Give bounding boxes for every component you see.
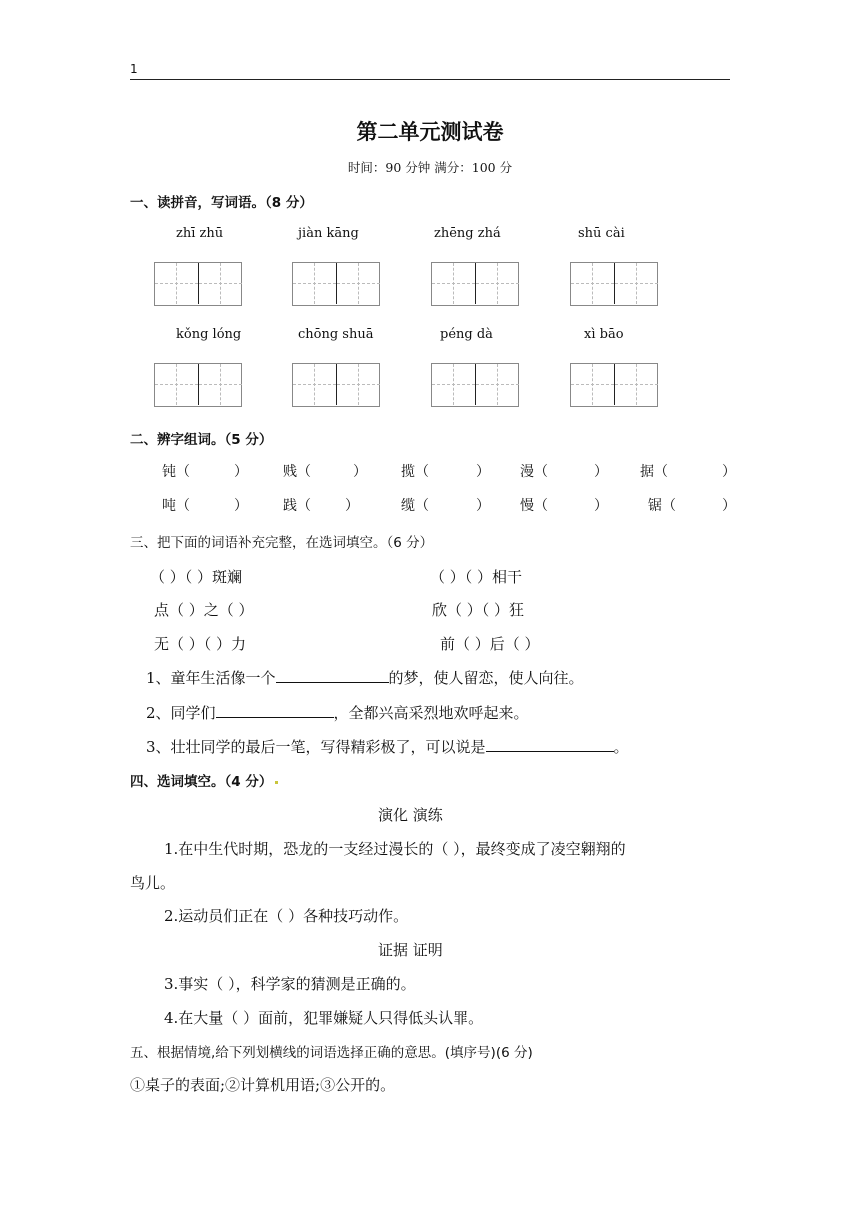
char-item: 漫（ [520,464,548,480]
char-item: ） [234,498,248,514]
char-item: 贱（ [283,464,311,480]
idiom-fill: 欣（ ）（ ）狂 [432,601,525,619]
idiom-fill: （ ）（ ）相干 [430,568,523,586]
exam-info: 时间：90 分钟 满分：100 分 [347,160,513,175]
char-item: ） [476,464,490,480]
fill-sentence-2: 2、同学们 ，全都兴高采烈地欢呼起来。 [146,704,529,722]
char-item: ） [594,498,608,514]
section-3-heading: 三、把下面的词语补充完整，在选词填空。（6 分） [130,535,434,551]
section-5-heading: 五、根据情境,给下列划横线的词语选择正确的意思。(填序号)(6 分) [130,1045,533,1061]
question-4: 4.在大量（ ）面前，犯罪嫌疑人只得低头认罪。 [164,1009,484,1027]
idiom-fill: （ ）（ ）斑斓 [150,568,243,586]
writing-box[interactable] [431,262,519,306]
answer-blank[interactable] [486,737,614,752]
writing-box[interactable] [154,363,242,407]
char-item: 钝（ [162,464,190,480]
char-item: 吨（ [162,498,190,514]
char-item: 据（ [640,464,668,480]
char-item: 锯（ [648,498,676,514]
fill-sentence-1: 1、童年生活像一个 的梦，使人留恋，使人向往。 [146,669,584,687]
page-number: 1 [130,62,138,76]
pinyin-label: jiàn kāng [298,226,359,241]
writing-box[interactable] [154,262,242,306]
pinyin-label: péng dà [440,327,493,342]
char-item: 践（ [283,498,311,514]
char-item: ） [476,498,490,514]
char-item: ） [345,498,359,514]
char-item: ） [722,498,736,514]
question-1: 1.在中生代时期，恐龙的一支经过漫长的（ ），最终变成了凌空翱翔的 [164,840,626,858]
question-2: 2.运动员们正在（ ）各种技巧动作。 [164,907,409,925]
section-2-heading: 二、辨字组词。（5 分） [130,432,273,448]
char-item: ） [353,464,367,480]
writing-box[interactable] [292,363,380,407]
pinyin-label: kǒng lóng [176,327,242,342]
writing-box[interactable] [292,262,380,306]
question-3: 3.事实（ ），科学家的猜测是正确的。 [164,975,416,993]
pinyin-label: zhēng zhá [434,226,501,241]
fill-sentence-3: 3、壮壮同学的最后一笔，写得精彩极了，可以说是 。 [146,738,629,756]
char-item: 慢（ [520,498,548,514]
idiom-fill: 前（ ）后（ ） [440,635,540,653]
section-4-heading: 四、选词填空。（4 分） [130,770,278,790]
word-choices: 演化 演练 [378,806,443,824]
answer-blank[interactable] [216,703,334,718]
char-item: 缆（ [401,498,429,514]
header-rule [130,79,730,80]
question-1-cont: 鸟儿。 [130,874,176,892]
marker-dot [275,781,278,784]
pinyin-label: zhī zhū [176,226,224,241]
idiom-fill: 无（ ）（ ）力 [154,635,247,653]
section-1-heading: 一、读拼音，写词语。（8 分） [130,195,313,211]
writing-box[interactable] [431,363,519,407]
pinyin-label: xì bāo [584,327,624,342]
char-item: ） [722,464,736,480]
pinyin-label: shū cài [578,226,625,241]
char-item: 揽（ [401,464,429,480]
writing-box[interactable] [570,363,658,407]
writing-box[interactable] [570,262,658,306]
word-choices: 证据 证明 [378,941,443,959]
page-title: 第二单元测试卷 [356,120,504,144]
char-item: ） [234,464,248,480]
char-item: ） [594,464,608,480]
pinyin-label: chōng shuā [298,327,374,342]
idiom-fill: 点（ ）之（ ） [154,601,254,619]
meaning-options: ①桌子的表面;②计算机用语;③公开的。 [130,1076,396,1094]
answer-blank[interactable] [276,668,389,683]
